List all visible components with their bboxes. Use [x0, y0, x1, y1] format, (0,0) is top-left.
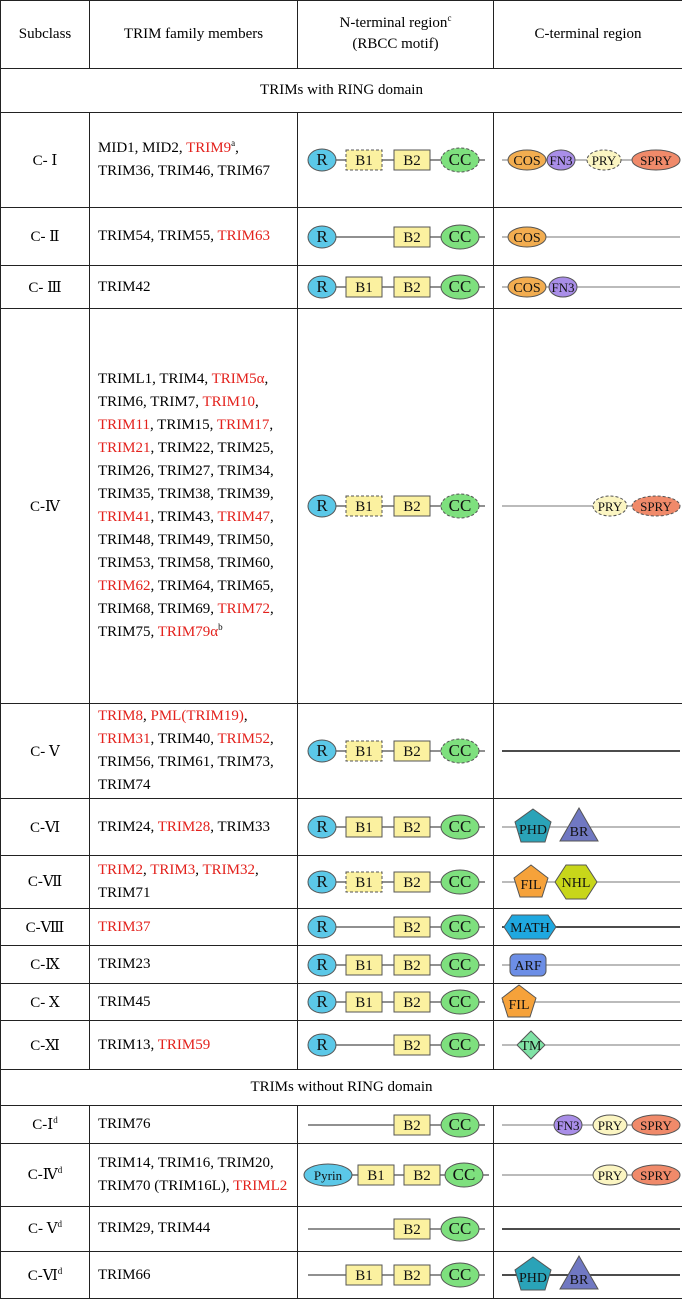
br-domain-label: BR	[569, 825, 589, 841]
n-terminal-diagram	[298, 807, 494, 847]
n-terminal-cell	[298, 1206, 494, 1252]
subclass-label: C- Ⅰ	[32, 152, 58, 169]
member-footnote: a	[231, 138, 236, 149]
tm-domain-label: TM	[520, 1039, 542, 1055]
br-domain-label: BR	[569, 1273, 589, 1289]
member-highlighted: TRIM32	[202, 861, 255, 878]
subclass-label: C- Ⅴ	[27, 1221, 58, 1238]
members-cell	[90, 856, 298, 909]
c-terminal-cell	[494, 1021, 682, 1070]
member-highlighted: TRIM9	[186, 140, 232, 157]
bbox2-domain-label: B2	[403, 995, 421, 1012]
c-terminal-cell	[494, 308, 682, 703]
ring-domain-label: R	[316, 954, 328, 974]
member-text: ,	[195, 861, 203, 878]
member-text: TRIM42	[98, 278, 151, 295]
ring-domain-label: R	[316, 871, 328, 891]
pyrin-domain-label: Pyrin	[313, 1167, 343, 1183]
subclass-label: C-Ⅸ	[30, 957, 60, 974]
subclass-label: C- Ⅲ	[28, 279, 62, 296]
n-terminal-cell	[298, 946, 494, 983]
bbox1-domain-label: B1	[355, 957, 373, 974]
coiled-coil-domain-label: CC	[448, 954, 472, 974]
member-text: , TRIM15,	[149, 417, 217, 434]
member-text: , TRIM43,	[150, 509, 218, 526]
subclass-cell	[1, 983, 90, 1020]
subclass-row	[1, 1143, 682, 1206]
member-text: , TRIM64, TRIM65, TRIM68, TRIM69,	[98, 578, 274, 618]
c-terminal-cell	[494, 983, 682, 1020]
bbox2-domain-label: B2	[403, 280, 421, 297]
bbox2-domain-label: B2	[403, 1268, 421, 1285]
member-highlighted: TRIML2	[233, 1177, 288, 1194]
pry-domain-label: PRY	[597, 499, 623, 515]
c-terminal-cell	[494, 1206, 682, 1252]
n-terminal-diagram	[298, 731, 494, 771]
bbox1-domain-label: B1	[355, 499, 373, 516]
subclass-cell	[1, 1252, 90, 1299]
pry-domain-label: PRY	[597, 1117, 623, 1133]
fn3-domain-label: FN3	[549, 153, 573, 169]
bbox1-domain-label: B1	[355, 153, 373, 170]
subclass-row	[1, 1206, 682, 1252]
member-highlighted: TRIM59	[157, 1036, 211, 1053]
bbox2-domain-label: B2	[403, 1038, 421, 1055]
n-terminal-cell	[298, 856, 494, 909]
member-text: , TRIM36, TRIM46, TRIM67	[98, 140, 270, 180]
bbox2-domain-label: B2	[403, 229, 421, 246]
bbox2-domain-label: B2	[403, 153, 421, 170]
n-terminal-diagram	[298, 945, 494, 985]
member-text: , TRIM48, TRIM49, TRIM50, TRIM53, TRIM58, TRIM60,	[98, 509, 274, 572]
member-text: ,	[143, 861, 151, 878]
coiled-coil-domain-label: CC	[448, 741, 472, 761]
subclass-label: C-Ⅶ	[27, 874, 63, 891]
subclass-row	[1, 856, 682, 909]
coiled-coil-domain-label: CC	[448, 992, 472, 1012]
cos-domain-label: COS	[513, 230, 541, 246]
math-domain-label: MATH	[510, 921, 550, 937]
subclass-row	[1, 704, 682, 799]
bbox2-domain-label: B2	[403, 499, 421, 516]
members-cell	[90, 1206, 298, 1252]
member-text: ,	[143, 708, 151, 725]
coiled-coil-domain-label: CC	[452, 1164, 476, 1184]
bbox2-domain-label: B2	[403, 957, 421, 974]
fn3-domain-label: FN3	[556, 1117, 580, 1133]
bbox2-domain-label: B2	[403, 1117, 421, 1134]
c-terminal-cell	[494, 113, 682, 207]
coiled-coil-domain-label: CC	[448, 226, 472, 246]
n-terminal-diagram	[298, 1255, 494, 1295]
subclass-label: C- Ⅴ	[30, 743, 60, 760]
subclass-row	[1, 983, 682, 1020]
subclass-label: C-Ⅳ	[27, 1167, 58, 1184]
section-row	[1, 68, 682, 113]
member-text: ,	[269, 417, 274, 434]
bbox1-domain-label: B1	[355, 995, 373, 1012]
member-text: TRIML1, TRIM4,	[98, 371, 212, 388]
arf-domain-label: ARF	[514, 958, 542, 974]
c-terminal-diagram	[494, 1209, 682, 1249]
subclass-row	[1, 908, 682, 945]
c-terminal-cell	[494, 856, 682, 909]
coiled-coil-domain-label: CC	[448, 817, 472, 837]
member-highlighted: TRIM17	[216, 417, 270, 434]
subclass-row	[1, 799, 682, 856]
c-terminal-diagram	[494, 1155, 682, 1195]
header-row	[1, 1, 682, 69]
subclass-label: C-Ⅺ	[30, 1037, 60, 1054]
member-highlighted: TRIM28	[157, 818, 211, 835]
header-n-terminal-line2: (RBCC motif)	[352, 36, 439, 53]
subclass-cell	[1, 1143, 90, 1206]
subclass-row	[1, 207, 682, 266]
nhl-domain-label: NHL	[561, 875, 591, 891]
bbox2-domain-label: B2	[413, 1167, 431, 1184]
member-footnote: b	[218, 622, 223, 633]
n-terminal-diagram	[298, 140, 494, 180]
subclass-cell	[1, 113, 90, 207]
coiled-coil-domain-label: CC	[448, 496, 472, 516]
subclass-row	[1, 113, 682, 207]
spry-domain-label: SPRY	[640, 153, 672, 169]
bbox2-domain-label: B2	[403, 874, 421, 891]
n-terminal-diagram	[298, 1105, 494, 1145]
n-terminal-diagram	[298, 1025, 494, 1065]
fn3-domain-label: FN3	[551, 280, 575, 296]
section-title: TRIMs with RING domain	[1, 68, 682, 113]
subclass-cell	[1, 207, 90, 266]
bbox1-domain-label: B1	[355, 874, 373, 891]
n-terminal-cell	[298, 983, 494, 1020]
subclass-label: C-Ⅰ	[32, 1117, 54, 1134]
member-highlighted: TRIM8	[98, 708, 143, 725]
section-row	[1, 1069, 682, 1105]
coiled-coil-domain-label: CC	[448, 277, 472, 297]
bbox2-domain-label: B2	[403, 744, 421, 761]
ring-domain-label: R	[316, 917, 328, 937]
members-cell	[90, 308, 298, 703]
spry-domain-label: SPRY	[640, 499, 672, 515]
ring-domain-label: R	[316, 277, 328, 297]
cos-domain-label: COS	[513, 154, 541, 170]
members-cell	[90, 983, 298, 1020]
member-text: , TRIM22, TRIM25, TRIM26, TRIM27, TRIM34, TRIM35, TRIM38, TRIM39,	[98, 440, 274, 503]
member-text: , TRIM75,	[98, 601, 274, 641]
member-text: , TRIM71	[98, 861, 259, 901]
member-text: MID1, MID2,	[98, 140, 187, 157]
header-c-terminal: C-terminal region	[494, 1, 682, 69]
members-cell	[90, 908, 298, 945]
subclass-cell	[1, 308, 90, 703]
cos-domain-label: COS	[513, 281, 541, 297]
subclass-footnote: d	[57, 1165, 63, 1176]
member-text: , TRIM6, TRIM7,	[98, 371, 269, 411]
c-terminal-diagram	[494, 862, 682, 902]
member-text: TRIM54, TRIM55,	[98, 228, 218, 245]
header-members: TRIM family members	[90, 1, 298, 69]
member-text: TRIM45	[98, 993, 151, 1010]
subclass-row	[1, 308, 682, 703]
subclass-row	[1, 946, 682, 983]
c-terminal-diagram	[494, 945, 682, 985]
c-terminal-cell	[494, 1106, 682, 1143]
member-highlighted: TRIM62	[98, 578, 151, 595]
fil-domain-label: FIL	[520, 877, 542, 893]
n-terminal-diagram	[298, 267, 494, 307]
n-terminal-cell	[298, 799, 494, 856]
members-cell	[90, 113, 298, 207]
n-terminal-cell	[298, 113, 494, 207]
subclass-cell	[1, 856, 90, 909]
bbox2-domain-label: B2	[403, 1221, 421, 1238]
member-text: TRIM13,	[98, 1036, 158, 1053]
member-highlighted: TRIM5α	[211, 371, 265, 388]
member-text: TRIM76	[98, 1116, 151, 1133]
ring-domain-label: R	[316, 1035, 328, 1055]
header-n-terminal	[298, 1, 494, 69]
member-highlighted: TRIM79α	[157, 624, 219, 641]
bbox1-domain-label: B1	[367, 1167, 385, 1184]
n-terminal-cell	[298, 1143, 494, 1206]
c-terminal-cell	[494, 704, 682, 799]
ring-domain-label: R	[316, 226, 328, 246]
phd-domain-label: PHD	[518, 823, 548, 839]
member-text: ,	[243, 708, 248, 725]
subclass-row	[1, 1252, 682, 1299]
bbox1-domain-label: B1	[355, 280, 373, 297]
subclass-label: C-Ⅳ	[30, 498, 60, 515]
bbox1-domain-label: B1	[355, 1268, 373, 1285]
members-cell	[90, 704, 298, 799]
section-title: TRIMs without RING domain	[1, 1069, 682, 1105]
ring-domain-label: R	[316, 496, 328, 516]
member-text: TRIM24,	[98, 818, 158, 835]
member-highlighted: TRIM37	[98, 918, 151, 935]
member-highlighted: TRIM63	[217, 228, 270, 245]
member-highlighted: TRIM11	[98, 417, 150, 434]
members-cell	[90, 1021, 298, 1070]
c-terminal-diagram	[494, 140, 682, 180]
member-text: , TRIM33	[210, 818, 270, 835]
ring-domain-label: R	[316, 992, 328, 1012]
c-terminal-cell	[494, 207, 682, 266]
subclass-label: C-Ⅷ	[25, 919, 65, 936]
c-terminal-diagram	[494, 1105, 682, 1145]
n-terminal-diagram	[298, 907, 494, 947]
n-terminal-cell	[298, 207, 494, 266]
members-cell	[90, 1106, 298, 1143]
n-terminal-cell	[298, 1252, 494, 1299]
member-text: TRIM14, TRIM16, TRIM20, TRIM70 (TRIM16L),	[98, 1154, 274, 1194]
member-highlighted: TRIM2	[98, 861, 143, 878]
member-highlighted: TRIM72	[217, 601, 270, 618]
n-terminal-diagram	[298, 982, 494, 1022]
member-highlighted: TRIM47	[217, 509, 270, 526]
subclass-label: C-Ⅵ	[29, 819, 61, 836]
n-terminal-cell	[298, 704, 494, 799]
c-terminal-cell	[494, 799, 682, 856]
c-terminal-cell	[494, 1252, 682, 1299]
bbox2-domain-label: B2	[403, 820, 421, 837]
members-cell	[90, 946, 298, 983]
members-cell	[90, 266, 298, 309]
n-terminal-diagram	[298, 217, 494, 257]
member-text: TRIM66	[98, 1266, 151, 1283]
c-terminal-diagram	[494, 982, 682, 1022]
member-highlighted: TRIM41	[98, 509, 151, 526]
subclass-row	[1, 266, 682, 309]
members-cell	[90, 799, 298, 856]
coiled-coil-domain-label: CC	[448, 1265, 472, 1285]
bbox2-domain-label: B2	[403, 920, 421, 937]
pry-domain-label: PRY	[597, 1167, 623, 1183]
member-highlighted: TRIM52	[217, 731, 270, 748]
subclass-cell	[1, 799, 90, 856]
subclass-cell	[1, 908, 90, 945]
subclass-label: C- Ⅹ	[30, 994, 60, 1011]
ring-domain-label: R	[316, 150, 328, 170]
subclass-row	[1, 1021, 682, 1070]
header-n-terminal-sup: c	[447, 13, 452, 24]
subclass-footnote: d	[53, 1115, 58, 1126]
c-terminal-diagram	[494, 807, 682, 847]
coiled-coil-domain-label: CC	[448, 1114, 472, 1134]
n-terminal-diagram	[298, 1155, 494, 1195]
coiled-coil-domain-label: CC	[448, 150, 472, 170]
pry-domain-label: PRY	[591, 153, 617, 169]
member-text: TRIM29, TRIM44	[98, 1220, 211, 1237]
fil-domain-label: FIL	[508, 998, 530, 1014]
member-text: , TRIM40,	[150, 731, 218, 748]
phd-domain-label: PHD	[518, 1271, 548, 1287]
subclass-row	[1, 1106, 682, 1143]
header-n-terminal-line1: N-terminal region	[339, 15, 448, 32]
coiled-coil-domain-label: CC	[448, 871, 472, 891]
member-text: ,	[254, 394, 259, 411]
members-cell	[90, 1143, 298, 1206]
member-text: TRIM23	[98, 956, 151, 973]
n-terminal-diagram	[298, 862, 494, 902]
c-terminal-cell	[494, 266, 682, 309]
subclass-label: C-Ⅵ	[27, 1267, 58, 1284]
ring-domain-label: R	[316, 817, 328, 837]
subclass-cell	[1, 1206, 90, 1252]
c-terminal-cell	[494, 946, 682, 983]
subclass-cell	[1, 266, 90, 309]
member-highlighted: TRIM10	[202, 394, 255, 411]
member-highlighted: TRIM3	[150, 861, 196, 878]
c-terminal-diagram	[494, 907, 682, 947]
coiled-coil-domain-label: CC	[448, 1218, 472, 1238]
c-terminal-diagram	[494, 1025, 682, 1065]
n-terminal-cell	[298, 908, 494, 945]
n-terminal-cell	[298, 266, 494, 309]
member-highlighted: TRIM21	[98, 440, 151, 457]
subclass-cell	[1, 1106, 90, 1143]
member-highlighted: TRIM31	[98, 731, 151, 748]
c-terminal-diagram	[494, 486, 682, 526]
subclass-cell	[1, 946, 90, 983]
subclass-footnote: d	[57, 1265, 63, 1276]
n-terminal-diagram	[298, 1209, 494, 1249]
header-subclass: Subclass	[1, 1, 90, 69]
c-terminal-diagram	[494, 217, 682, 257]
member-text: , TRIM56, TRIM61, TRIM73, TRIM74	[98, 731, 274, 794]
subclass-cell	[1, 1021, 90, 1070]
spry-domain-label: SPRY	[640, 1117, 672, 1133]
n-terminal-diagram	[298, 486, 494, 526]
c-terminal-cell	[494, 1143, 682, 1206]
subclass-label: C- Ⅱ	[30, 229, 60, 246]
bbox1-domain-label: B1	[355, 820, 373, 837]
members-cell	[90, 207, 298, 266]
member-highlighted: PML(TRIM19)	[150, 708, 244, 725]
ring-domain-label: R	[316, 741, 328, 761]
coiled-coil-domain-label: CC	[448, 1035, 472, 1055]
members-cell	[90, 1252, 298, 1299]
subclass-cell	[1, 704, 90, 799]
spry-domain-label: SPRY	[640, 1167, 672, 1183]
subclass-footnote: d	[57, 1219, 63, 1230]
coiled-coil-domain-label: CC	[448, 917, 472, 937]
c-terminal-diagram	[494, 1255, 682, 1295]
n-terminal-cell	[298, 1106, 494, 1143]
c-terminal-diagram	[494, 267, 682, 307]
c-terminal-diagram	[494, 731, 682, 771]
n-terminal-cell	[298, 1021, 494, 1070]
bbox1-domain-label: B1	[355, 744, 373, 761]
c-terminal-cell	[494, 908, 682, 945]
n-terminal-cell	[298, 308, 494, 703]
